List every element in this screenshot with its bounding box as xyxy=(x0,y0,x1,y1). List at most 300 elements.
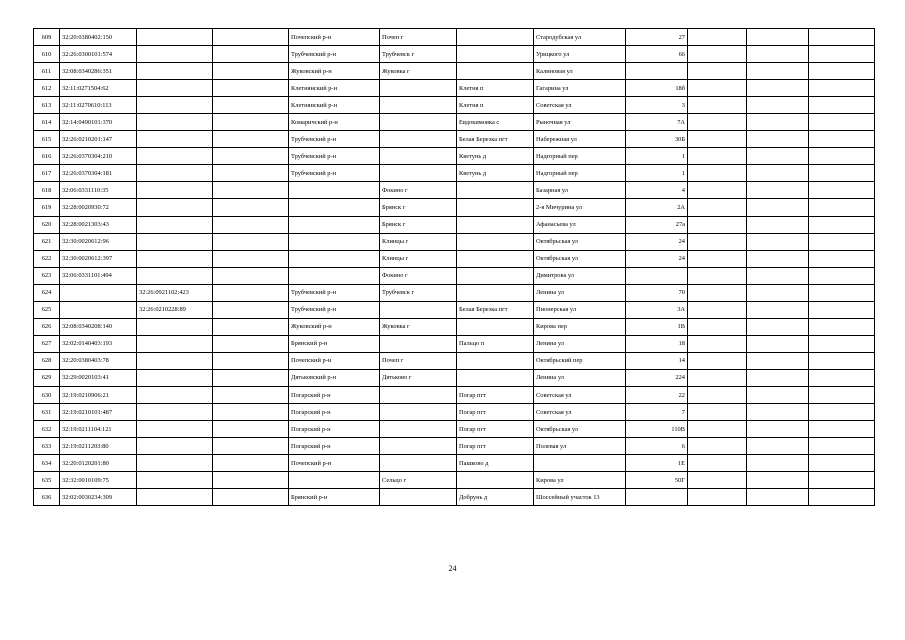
cell-cadastral-number-alt xyxy=(137,97,213,114)
cell-cadastral-number-alt xyxy=(137,369,213,386)
cell-city xyxy=(380,148,457,165)
table-row xyxy=(34,216,875,233)
cell-district: Трубчевский р-н xyxy=(289,148,380,165)
cell-house-number: 70 xyxy=(626,284,688,301)
cell-cadastral-number-alt xyxy=(137,46,213,63)
cell-empty xyxy=(688,421,747,438)
cell-district xyxy=(289,472,380,489)
cell-empty xyxy=(688,472,747,489)
cell-empty xyxy=(747,131,809,148)
cell-cadastral-number xyxy=(60,301,137,318)
cell-locality xyxy=(457,46,534,63)
cell-empty xyxy=(213,131,289,148)
cell-empty xyxy=(747,301,809,318)
cell-empty xyxy=(213,455,289,472)
cell-district: Трубчевский р-н xyxy=(289,284,380,301)
cell-row-number: 621 xyxy=(34,233,60,250)
cell-row-number: 632 xyxy=(34,421,60,438)
cell-row-number: 629 xyxy=(34,369,60,386)
cell-empty xyxy=(213,250,289,267)
cell-empty xyxy=(688,352,747,369)
cell-locality: Пашково д xyxy=(457,455,534,472)
cell-empty xyxy=(688,455,747,472)
cell-empty xyxy=(809,267,875,284)
cell-house-number: 24 xyxy=(626,250,688,267)
cell-empty xyxy=(213,352,289,369)
cell-row-number: 615 xyxy=(34,131,60,148)
cell-house-number: 18б xyxy=(626,80,688,97)
cell-empty xyxy=(688,97,747,114)
cell-cadastral-number: 32:08:0340208:140 xyxy=(60,318,137,335)
cell-street: Набережная ул xyxy=(534,131,626,148)
cell-empty xyxy=(809,46,875,63)
cell-empty xyxy=(688,438,747,455)
cell-house-number: 110В xyxy=(626,421,688,438)
cell-cadastral-number-alt xyxy=(137,352,213,369)
cell-empty xyxy=(213,46,289,63)
cell-row-number: 624 xyxy=(34,284,60,301)
cell-locality: Евдокимовка с xyxy=(457,114,534,131)
cell-district: Клетнянский р-н xyxy=(289,97,380,114)
cell-street: Советская ул xyxy=(534,97,626,114)
table-row xyxy=(34,114,875,131)
cell-locality xyxy=(457,29,534,46)
cell-empty xyxy=(747,80,809,97)
cell-empty xyxy=(688,404,747,421)
cell-house-number: 1В xyxy=(626,318,688,335)
table-row xyxy=(34,318,875,335)
cell-empty xyxy=(747,267,809,284)
cell-locality xyxy=(457,369,534,386)
cell-row-number: 631 xyxy=(34,404,60,421)
cell-empty xyxy=(213,335,289,352)
cell-street: Афанасьева ул xyxy=(534,216,626,233)
cell-cadastral-number-alt xyxy=(137,80,213,97)
cell-street: Урицкого ул xyxy=(534,46,626,63)
cell-locality xyxy=(457,199,534,216)
cell-house-number: 66 xyxy=(626,46,688,63)
cell-empty xyxy=(747,438,809,455)
cell-cadastral-number-alt xyxy=(137,421,213,438)
table-row xyxy=(34,438,875,455)
cell-cadastral-number: 32:26:0210201:147 xyxy=(60,131,137,148)
cell-cadastral-number-alt xyxy=(137,455,213,472)
cell-empty xyxy=(688,29,747,46)
cell-locality xyxy=(457,250,534,267)
cell-empty xyxy=(747,216,809,233)
cell-city xyxy=(380,455,457,472)
cell-empty xyxy=(688,216,747,233)
cell-row-number: 614 xyxy=(34,114,60,131)
cell-row-number: 623 xyxy=(34,267,60,284)
cell-empty xyxy=(809,404,875,421)
cell-empty xyxy=(688,199,747,216)
cell-street: Надгорный пер xyxy=(534,165,626,182)
cell-city xyxy=(380,421,457,438)
cell-empty xyxy=(688,148,747,165)
cell-empty xyxy=(688,114,747,131)
table-row xyxy=(34,301,875,318)
cell-row-number: 613 xyxy=(34,97,60,114)
cell-city: Брянск г xyxy=(380,216,457,233)
cell-city: Сельцо г xyxy=(380,472,457,489)
cell-cadastral-number: 32:26:0300101:574 xyxy=(60,46,137,63)
cell-city: Фокино г xyxy=(380,267,457,284)
cell-empty xyxy=(747,455,809,472)
cell-cadastral-number: 32:02:0030234:309 xyxy=(60,489,137,506)
cell-empty xyxy=(809,455,875,472)
table-row xyxy=(34,63,875,80)
cell-empty xyxy=(809,301,875,318)
cell-empty xyxy=(747,386,809,403)
cell-district: Погарский р-н xyxy=(289,438,380,455)
cell-cadastral-number: 32:30:0020612:96 xyxy=(60,233,137,250)
cell-empty xyxy=(688,335,747,352)
cell-cadastral-number-alt xyxy=(137,148,213,165)
cell-house-number xyxy=(626,489,688,506)
cell-cadastral-number: 32:29:0020103:41 xyxy=(60,369,137,386)
cell-street: Октябрьская ул xyxy=(534,233,626,250)
cell-cadastral-number: 32:11:0271504:62 xyxy=(60,80,137,97)
cell-empty xyxy=(747,421,809,438)
cell-district: Погарский р-н xyxy=(289,386,380,403)
table-row xyxy=(34,284,875,301)
cell-street: Шоссейный участок 13 xyxy=(534,489,626,506)
cell-empty xyxy=(688,46,747,63)
cell-empty xyxy=(688,63,747,80)
cell-city xyxy=(380,386,457,403)
cell-row-number: 627 xyxy=(34,335,60,352)
table-row xyxy=(34,335,875,352)
cell-district xyxy=(289,199,380,216)
cell-row-number: 625 xyxy=(34,301,60,318)
cell-empty xyxy=(747,318,809,335)
cell-cadastral-number: 32:20:0380403:78 xyxy=(60,352,137,369)
cell-empty xyxy=(747,284,809,301)
cell-cadastral-number: 32:06:0331101:494 xyxy=(60,267,137,284)
cell-cadastral-number-alt: 32:26:0210228:89 xyxy=(137,301,213,318)
cell-empty xyxy=(213,318,289,335)
cell-cadastral-number-alt xyxy=(137,386,213,403)
cell-empty xyxy=(747,250,809,267)
cell-cadastral-number: 32:19:0210906:21 xyxy=(60,386,137,403)
cell-empty xyxy=(809,489,875,506)
cell-empty xyxy=(747,148,809,165)
cell-row-number: 628 xyxy=(34,352,60,369)
cell-city: Брянск г xyxy=(380,199,457,216)
cell-cadastral-number xyxy=(60,284,137,301)
cell-street: Ленина ул xyxy=(534,284,626,301)
cell-empty xyxy=(809,182,875,199)
table-row xyxy=(34,267,875,284)
cell-row-number: 610 xyxy=(34,46,60,63)
cell-district xyxy=(289,182,380,199)
cell-city: Жуковка г xyxy=(380,318,457,335)
cell-empty xyxy=(213,386,289,403)
cell-street: Кирова пер xyxy=(534,318,626,335)
cell-empty xyxy=(747,199,809,216)
cell-locality: Погар пгт xyxy=(457,404,534,421)
cell-row-number: 634 xyxy=(34,455,60,472)
table-row xyxy=(34,233,875,250)
cell-empty xyxy=(213,80,289,97)
cell-cadastral-number: 32:08:0340286:351 xyxy=(60,63,137,80)
cell-cadastral-number: 32:19:0210101:487 xyxy=(60,404,137,421)
cell-district: Дятьковский р-н xyxy=(289,369,380,386)
cell-cadastral-number: 32:28:0021303:43 xyxy=(60,216,137,233)
cell-row-number: 619 xyxy=(34,199,60,216)
cell-locality: Погар пгт xyxy=(457,421,534,438)
cell-city: Клинцы г xyxy=(380,250,457,267)
cell-empty xyxy=(213,233,289,250)
cell-empty xyxy=(688,369,747,386)
cell-locality: Погар пгт xyxy=(457,438,534,455)
cell-city: Фокино г xyxy=(380,182,457,199)
cell-empty xyxy=(747,369,809,386)
cell-city: Трубчевск г xyxy=(380,284,457,301)
cell-street: Базарная ул xyxy=(534,182,626,199)
cell-empty xyxy=(747,182,809,199)
cell-locality: Клетня п xyxy=(457,97,534,114)
cell-locality xyxy=(457,63,534,80)
cell-cadastral-number-alt xyxy=(137,63,213,80)
cell-cadastral-number-alt xyxy=(137,472,213,489)
cell-empty xyxy=(213,29,289,46)
cell-locality: Пальцо п xyxy=(457,335,534,352)
cell-cadastral-number-alt xyxy=(137,438,213,455)
cell-empty xyxy=(213,267,289,284)
cell-cadastral-number-alt xyxy=(137,29,213,46)
table-row xyxy=(34,352,875,369)
cell-district: Погарский р-н xyxy=(289,404,380,421)
cell-district: Брянский р-н xyxy=(289,489,380,506)
cell-empty xyxy=(809,352,875,369)
cell-empty xyxy=(747,489,809,506)
table-row xyxy=(34,455,875,472)
cell-house-number: 27а xyxy=(626,216,688,233)
cell-house-number: 4 xyxy=(626,182,688,199)
cell-row-number: 616 xyxy=(34,148,60,165)
table-row xyxy=(34,131,875,148)
cell-house-number: 7 xyxy=(626,404,688,421)
cell-district: Жуковский р-н xyxy=(289,318,380,335)
cell-row-number: 622 xyxy=(34,250,60,267)
cell-cadastral-number-alt: 32:26:0921102:423 xyxy=(137,284,213,301)
cell-empty xyxy=(747,165,809,182)
cell-district: Брянский р-н xyxy=(289,335,380,352)
cell-empty xyxy=(809,199,875,216)
cell-cadastral-number: 32:11:0270610:113 xyxy=(60,97,137,114)
cell-house-number: 27 xyxy=(626,29,688,46)
cell-house-number: 224 xyxy=(626,369,688,386)
cell-house-number: 1 xyxy=(626,148,688,165)
cell-empty xyxy=(213,216,289,233)
table-row xyxy=(34,182,875,199)
cell-district xyxy=(289,250,380,267)
table-row xyxy=(34,250,875,267)
table-row xyxy=(34,404,875,421)
cell-district: Почепский р-н xyxy=(289,29,380,46)
table-row xyxy=(34,29,875,46)
cell-locality xyxy=(457,472,534,489)
cell-empty xyxy=(809,97,875,114)
cell-cadastral-number-alt xyxy=(137,404,213,421)
cell-cadastral-number: 32:20:0380402:150 xyxy=(60,29,137,46)
cell-empty xyxy=(688,386,747,403)
cell-street: Октябрьская ул xyxy=(534,421,626,438)
cell-cadastral-number: 32:02:0140403:193 xyxy=(60,335,137,352)
cell-empty xyxy=(688,250,747,267)
cell-empty xyxy=(213,165,289,182)
cell-row-number: 611 xyxy=(34,63,60,80)
table-row xyxy=(34,489,875,506)
table-row xyxy=(34,472,875,489)
cell-empty xyxy=(688,318,747,335)
cell-row-number: 636 xyxy=(34,489,60,506)
cell-empty xyxy=(809,438,875,455)
table-row xyxy=(34,148,875,165)
cell-cadastral-number: 32:28:0020930:72 xyxy=(60,199,137,216)
cell-cadastral-number: 32:32:0010109:75 xyxy=(60,472,137,489)
cell-empty xyxy=(809,233,875,250)
cell-empty xyxy=(213,301,289,318)
cell-empty xyxy=(688,267,747,284)
cell-locality xyxy=(457,233,534,250)
cell-street: Октябрьский пер xyxy=(534,352,626,369)
cell-locality xyxy=(457,318,534,335)
cell-city xyxy=(380,114,457,131)
cell-city: Дятьково г xyxy=(380,369,457,386)
cell-locality: Кветунь д xyxy=(457,165,534,182)
cell-row-number: 635 xyxy=(34,472,60,489)
cell-empty xyxy=(213,421,289,438)
cell-locality: Клетня п xyxy=(457,80,534,97)
cell-city xyxy=(380,489,457,506)
cell-city xyxy=(380,438,457,455)
cell-locality xyxy=(457,284,534,301)
cell-empty xyxy=(809,165,875,182)
cell-empty xyxy=(213,472,289,489)
cell-empty xyxy=(747,472,809,489)
cell-house-number xyxy=(626,63,688,80)
cell-empty xyxy=(809,386,875,403)
cell-row-number: 633 xyxy=(34,438,60,455)
cell-row-number: 617 xyxy=(34,165,60,182)
cell-house-number: 18 xyxy=(626,335,688,352)
cell-empty xyxy=(213,182,289,199)
cell-house-number: 7А xyxy=(626,114,688,131)
cell-street: Октябрьская ул xyxy=(534,250,626,267)
cell-empty xyxy=(213,148,289,165)
cell-empty xyxy=(809,284,875,301)
cell-empty xyxy=(688,489,747,506)
cell-empty xyxy=(809,472,875,489)
cell-house-number: 24 xyxy=(626,233,688,250)
cell-empty xyxy=(747,352,809,369)
cell-house-number: 14 xyxy=(626,352,688,369)
cell-locality: Кветунь д xyxy=(457,148,534,165)
cell-house-number: 22 xyxy=(626,386,688,403)
cell-city: Трубчевск г xyxy=(380,46,457,63)
cell-empty xyxy=(213,489,289,506)
cell-cadastral-number-alt xyxy=(137,199,213,216)
cell-row-number: 626 xyxy=(34,318,60,335)
cell-locality xyxy=(457,216,534,233)
cell-cadastral-number: 32:20:0120201:80 xyxy=(60,455,137,472)
cell-city xyxy=(380,80,457,97)
cell-street: Стародубская ул xyxy=(534,29,626,46)
cell-house-number: 1 xyxy=(626,165,688,182)
cell-empty xyxy=(688,131,747,148)
cell-empty xyxy=(213,284,289,301)
cell-row-number: 609 xyxy=(34,29,60,46)
cell-cadastral-number-alt xyxy=(137,114,213,131)
cell-city xyxy=(380,131,457,148)
cell-city xyxy=(380,404,457,421)
cell-row-number: 620 xyxy=(34,216,60,233)
cell-locality: Белая Березка пгт xyxy=(457,131,534,148)
table-row xyxy=(34,421,875,438)
table-row xyxy=(34,80,875,97)
cell-street: Надгорный пер xyxy=(534,148,626,165)
cell-street: Полевая ул xyxy=(534,438,626,455)
cell-empty xyxy=(213,369,289,386)
cell-district: Трубчевский р-н xyxy=(289,131,380,148)
cell-cadastral-number: 32:26:0370304:210 xyxy=(60,148,137,165)
cell-empty xyxy=(688,80,747,97)
cell-empty xyxy=(809,114,875,131)
cell-street: Рыночная ул xyxy=(534,114,626,131)
table-row xyxy=(34,46,875,63)
cell-district: Погарский р-н xyxy=(289,421,380,438)
cell-empty xyxy=(809,250,875,267)
cell-city: Клинцы г xyxy=(380,233,457,250)
cell-district: Трубчевский р-н xyxy=(289,165,380,182)
cell-locality xyxy=(457,182,534,199)
cell-district: Жуковский р-н xyxy=(289,63,380,80)
cell-cadastral-number-alt xyxy=(137,489,213,506)
cell-empty xyxy=(688,301,747,318)
cell-empty xyxy=(688,233,747,250)
cell-house-number: 6 xyxy=(626,438,688,455)
cell-cadastral-number: 32:26:0370304:181 xyxy=(60,165,137,182)
cell-empty xyxy=(213,63,289,80)
cell-street: Калиновая ул xyxy=(534,63,626,80)
cell-cadastral-number: 32:06:0331110:35 xyxy=(60,182,137,199)
cell-cadastral-number-alt xyxy=(137,267,213,284)
cell-locality xyxy=(457,267,534,284)
cell-empty xyxy=(747,335,809,352)
cell-empty xyxy=(809,216,875,233)
cell-empty xyxy=(747,97,809,114)
cell-empty xyxy=(747,404,809,421)
cell-empty xyxy=(213,438,289,455)
cell-empty xyxy=(213,404,289,421)
cell-row-number: 618 xyxy=(34,182,60,199)
cell-empty xyxy=(213,199,289,216)
cell-house-number: 3 xyxy=(626,97,688,114)
cell-empty xyxy=(747,29,809,46)
cell-district: Почепский р-н xyxy=(289,455,380,472)
cell-cadastral-number-alt xyxy=(137,131,213,148)
cell-empty xyxy=(809,369,875,386)
cell-street: Гагарина ул xyxy=(534,80,626,97)
cell-cadastral-number: 32:30:0020612:397 xyxy=(60,250,137,267)
cell-empty xyxy=(809,421,875,438)
cell-locality: Погар пгт xyxy=(457,386,534,403)
cell-district: Комаричский р-н xyxy=(289,114,380,131)
cell-city xyxy=(380,301,457,318)
